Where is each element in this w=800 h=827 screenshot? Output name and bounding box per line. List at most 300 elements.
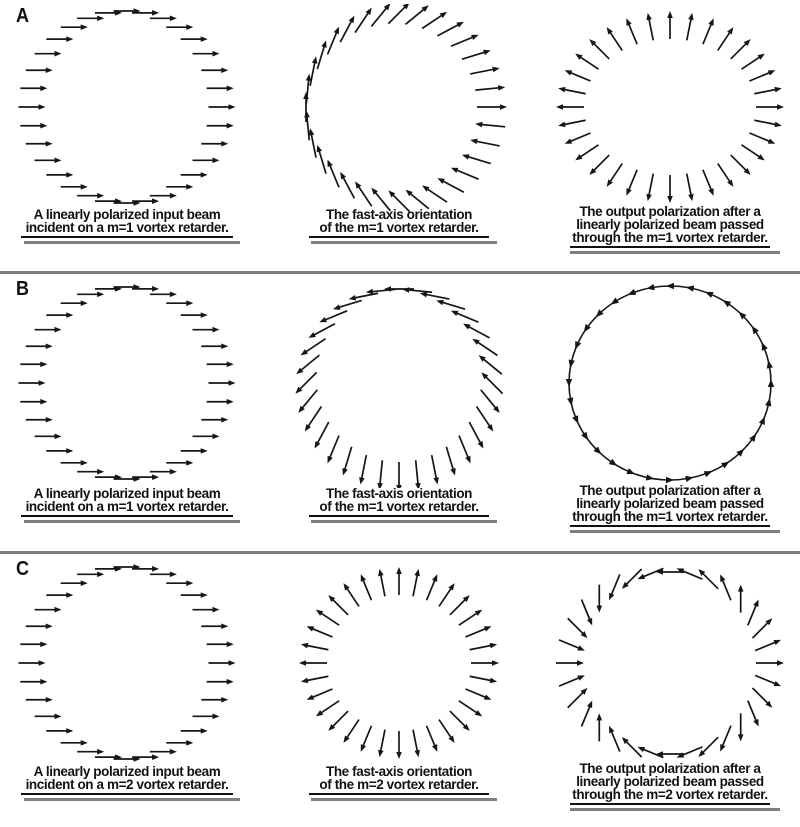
- arrow-shaft: [485, 376, 503, 394]
- arrow-head: [414, 569, 419, 576]
- arrow-shaft: [308, 407, 322, 428]
- arrow-head: [688, 194, 693, 201]
- arrow-head: [378, 750, 383, 757]
- arrow-shaft: [413, 574, 417, 597]
- arrow-head: [152, 754, 159, 760]
- arrow-head: [646, 284, 654, 290]
- arrow-head: [212, 434, 219, 440]
- arrow-head: [66, 728, 73, 734]
- arrow-shaft: [467, 156, 491, 163]
- arrow-shaft: [752, 688, 768, 704]
- arrow-head: [316, 610, 323, 616]
- arrow-shaft: [437, 24, 459, 36]
- arrow-head: [186, 740, 193, 746]
- arrow-shaft: [432, 455, 437, 480]
- arrow-head: [567, 397, 573, 405]
- arrow-shaft: [462, 52, 486, 59]
- arrow-head: [609, 726, 614, 734]
- arrow-head: [327, 160, 332, 168]
- row-separator: [0, 551, 800, 554]
- arrow-shaft: [702, 573, 718, 589]
- arrow-head: [611, 297, 619, 304]
- arrow-head: [343, 735, 349, 742]
- arrow-head: [396, 567, 402, 574]
- arrow-shaft: [569, 72, 590, 81]
- arrow-head: [186, 580, 193, 586]
- arrow-head: [301, 349, 308, 355]
- arrow-head: [396, 752, 402, 759]
- arrow-shaft: [327, 31, 337, 54]
- arrow-shaft: [569, 133, 590, 142]
- arrow-shaft: [579, 145, 598, 158]
- arrow-head: [575, 54, 582, 60]
- arrow-head: [738, 585, 744, 592]
- arrow-head: [97, 193, 104, 199]
- arrow-head: [448, 735, 454, 742]
- arrow-head: [558, 87, 565, 92]
- arrow-head: [677, 568, 685, 573]
- arrow-head: [39, 660, 46, 666]
- arrow-shaft: [581, 705, 590, 726]
- arrow-head: [46, 141, 53, 147]
- arrow-head: [646, 194, 651, 201]
- arrow-shaft: [748, 701, 757, 722]
- caption-c1: [2, 765, 252, 801]
- arrow-head: [55, 607, 62, 613]
- diagram-input-beam-m1: [2, 4, 252, 212]
- caption-underline: [570, 525, 770, 527]
- arrow-shaft: [363, 579, 372, 600]
- arrow-head: [46, 343, 53, 349]
- arrow-head: [81, 24, 88, 30]
- arrow-head: [212, 607, 219, 613]
- arrow-shaft: [477, 407, 491, 428]
- arrow-shaft: [300, 355, 319, 371]
- caption-shadow-rule: [24, 520, 240, 523]
- arrow-head: [317, 145, 322, 153]
- arrow-head: [221, 417, 228, 423]
- arrow-head: [40, 641, 47, 647]
- arrow-head: [666, 283, 674, 289]
- caption-shadow-rule: [570, 530, 780, 533]
- arrow-head: [609, 593, 614, 601]
- arrow-head: [677, 752, 685, 757]
- arrow-shaft: [307, 115, 309, 140]
- arrow-shaft: [609, 31, 622, 50]
- arrow-head: [420, 292, 427, 297]
- arrow-head: [753, 719, 758, 727]
- arrow-shaft: [380, 574, 384, 597]
- arrow-head: [46, 623, 53, 629]
- arrow-head: [301, 678, 308, 683]
- caption-underline: [21, 793, 233, 795]
- arrow-head: [470, 139, 477, 144]
- arrow-head: [97, 469, 104, 475]
- arrow-shaft: [332, 599, 348, 615]
- arrow-shaft: [593, 43, 609, 59]
- arrow-shaft: [338, 300, 362, 307]
- arrow-shaft: [459, 701, 478, 714]
- arrow-head: [81, 184, 88, 190]
- arrow-head: [342, 468, 347, 476]
- arrow-shaft: [722, 726, 731, 747]
- arrow-head: [229, 660, 236, 666]
- arrow-shaft: [355, 12, 369, 33]
- arrow-head: [753, 600, 758, 608]
- arrow-head: [437, 178, 444, 184]
- arrow-shaft: [755, 675, 776, 684]
- diagram-output-radial-m1: [545, 4, 795, 212]
- arrow-head: [81, 300, 88, 306]
- arrow-head: [327, 456, 332, 464]
- arrow-head: [475, 710, 482, 716]
- arrow-shaft: [568, 618, 584, 634]
- arrow-shaft: [416, 460, 418, 485]
- arrow-head: [152, 286, 159, 292]
- arrow-head: [309, 128, 314, 135]
- arrow-head: [186, 24, 193, 30]
- arrow-head: [66, 312, 73, 318]
- caption-line: of the m=1 vortex retarder.: [319, 499, 479, 514]
- arrow-head: [490, 678, 497, 683]
- arrow-head: [402, 287, 409, 293]
- arrow-shaft: [742, 56, 761, 69]
- arrow-shaft: [450, 711, 466, 727]
- arrow-head: [221, 697, 228, 703]
- arrow-shaft: [703, 23, 712, 44]
- arrow-shaft: [731, 155, 747, 171]
- arrow-head: [378, 569, 383, 576]
- arrow-shaft: [306, 676, 329, 680]
- arrow-shaft: [563, 120, 586, 124]
- arrow-head: [186, 460, 193, 466]
- arrow-head: [556, 104, 563, 110]
- arrow-head: [475, 122, 482, 128]
- diagram-input-beam-m1-b: [2, 280, 252, 488]
- arrow-shaft: [628, 23, 637, 44]
- caption-line: linearly polarized beam passed: [576, 217, 764, 232]
- arrow-head: [361, 574, 366, 582]
- arrow-head: [572, 415, 578, 424]
- arrow-head: [97, 572, 104, 578]
- arrow-head: [229, 104, 236, 110]
- arrow-shaft: [317, 422, 329, 444]
- arrow-head: [66, 448, 73, 454]
- arrow-head: [727, 179, 733, 186]
- diagram-fast-axis-m2: [274, 560, 524, 768]
- caption-line: A linearly polarized input beam: [33, 207, 221, 222]
- arrow-head: [152, 566, 159, 572]
- arrow-head: [221, 343, 228, 349]
- arrow-shaft: [466, 628, 487, 637]
- arrow-shaft: [466, 689, 487, 698]
- arrow-head: [39, 380, 46, 386]
- arrow-shaft: [703, 170, 712, 191]
- caption-a3: [545, 205, 795, 254]
- arrow-shaft: [320, 701, 339, 714]
- arrow-shaft: [611, 730, 620, 751]
- arrow-head: [773, 681, 781, 686]
- arrow-head: [227, 679, 234, 685]
- arrow-shaft: [475, 88, 500, 90]
- arrow-shaft: [731, 43, 747, 59]
- diagram-input-beam-m2: [2, 560, 252, 768]
- arrow-head: [307, 694, 315, 699]
- arrow-head: [626, 468, 635, 474]
- arrow-shaft: [299, 372, 317, 390]
- arrow-shaft: [451, 37, 474, 47]
- caption-line: through the m=2 vortex retarder.: [572, 787, 768, 802]
- arrow-head: [40, 361, 47, 367]
- arrow-head: [686, 286, 694, 292]
- arrow-head: [577, 645, 585, 650]
- arrow-head: [201, 172, 208, 178]
- arrow-head: [227, 399, 234, 405]
- arrow-head: [727, 27, 733, 34]
- arrow-shaft: [470, 645, 493, 649]
- caption-line: of the m=2 vortex retarder.: [319, 777, 479, 792]
- arrow-head: [55, 714, 62, 720]
- arrow-head: [170, 193, 177, 199]
- arrow-shaft: [422, 15, 443, 29]
- arrow-head: [333, 304, 341, 309]
- arrow-head: [762, 342, 768, 351]
- caption-shadow-rule: [24, 798, 240, 801]
- arrow-shaft: [346, 720, 359, 739]
- caption-a2: [274, 208, 524, 244]
- arrow-shaft: [361, 455, 366, 480]
- arrow-head: [40, 123, 47, 129]
- diagram-fast-axis-m1-rotated: [274, 280, 524, 488]
- arrow-head: [40, 399, 47, 405]
- arrow-head: [221, 141, 228, 147]
- arrow-head: [484, 626, 492, 631]
- arrow-shaft: [755, 642, 776, 651]
- caption-shadow-rule: [311, 241, 497, 244]
- caption-b1: [2, 487, 252, 523]
- arrow-head: [433, 477, 438, 484]
- arrow-head: [667, 196, 673, 203]
- arrow-head: [490, 643, 497, 648]
- arrow-head: [227, 361, 234, 367]
- arrow-shaft: [702, 737, 718, 753]
- arrow-head: [66, 36, 73, 42]
- arrow-head: [768, 70, 776, 75]
- arrow-head: [432, 744, 437, 752]
- arrow-shaft: [346, 587, 359, 606]
- row-label-a: A: [16, 5, 30, 27]
- arrow-head: [307, 626, 315, 631]
- arrow-shaft: [406, 8, 425, 24]
- arrow-head: [440, 12, 447, 18]
- arrow-shaft: [718, 164, 731, 183]
- arrow-shaft: [559, 677, 580, 686]
- caption-shadow-rule: [311, 520, 497, 523]
- arrow-shaft: [425, 294, 450, 299]
- arrow-head: [334, 27, 339, 35]
- arrow-shaft: [363, 726, 372, 747]
- arrow-shaft: [459, 436, 469, 459]
- arrow-head: [708, 18, 713, 26]
- arrow-head: [777, 104, 784, 110]
- arrow-head: [475, 610, 482, 616]
- caption-underline: [309, 793, 489, 795]
- arrow-shaft: [687, 18, 691, 41]
- arrow-head: [66, 172, 73, 178]
- arrow-head: [451, 311, 459, 316]
- arrow-head: [201, 312, 208, 318]
- arrow-head: [575, 341, 581, 350]
- arrow-shaft: [470, 69, 495, 74]
- arrow-shaft: [442, 180, 464, 192]
- arrow-shaft: [681, 570, 702, 579]
- arrow-head: [55, 158, 62, 164]
- caption-line: The output polarization after a: [579, 761, 761, 776]
- arrow-head: [301, 643, 308, 648]
- arrow-head: [186, 184, 193, 190]
- arrow-shaft: [301, 390, 317, 409]
- caption-b2: [274, 487, 524, 523]
- caption-line: through the m=1 vortex retarder.: [572, 230, 768, 245]
- arrow-head: [229, 380, 236, 386]
- arrow-shaft: [628, 170, 637, 191]
- arrow-shaft: [311, 133, 316, 158]
- arrow-head: [465, 456, 470, 464]
- arrow-head: [566, 379, 572, 387]
- arrow-head: [46, 417, 53, 423]
- arrow-head: [773, 640, 781, 645]
- caption-c3: [545, 762, 795, 811]
- arrow-head: [422, 186, 429, 192]
- row-label-c: C: [16, 558, 30, 580]
- caption-underline: [570, 803, 770, 805]
- arrow-head: [749, 434, 756, 442]
- arrow-shaft: [305, 339, 326, 353]
- arrow-head: [212, 158, 219, 164]
- arrow-shaft: [475, 141, 500, 146]
- arrow-head: [366, 8, 372, 15]
- row-label-b: B: [16, 278, 30, 300]
- arrow-shaft: [343, 176, 355, 198]
- arrow-head: [305, 424, 311, 431]
- arrow-shaft: [477, 341, 498, 355]
- arrow-shaft: [306, 645, 329, 649]
- arrow-head: [752, 326, 759, 334]
- arrow-head: [638, 574, 646, 579]
- arrow-head: [170, 749, 177, 755]
- arrow-head: [355, 181, 361, 188]
- caption-underline: [21, 236, 233, 238]
- arrow-head: [472, 339, 479, 345]
- arrow-shaft: [313, 324, 335, 336]
- caption-underline: [309, 236, 489, 238]
- arrow-shaft: [371, 289, 396, 291]
- arrow-shaft: [426, 188, 447, 202]
- diagram-output-double-angle-m2: [545, 560, 795, 768]
- arrow-head: [708, 188, 713, 196]
- arrow-shaft: [319, 150, 326, 174]
- arrow-head: [463, 324, 470, 330]
- arrow-head: [170, 572, 177, 578]
- arrow-head: [500, 104, 507, 110]
- arrow-shaft: [380, 460, 382, 485]
- arrow-shaft: [480, 124, 505, 126]
- arrow-head: [55, 327, 62, 333]
- arrow-head: [757, 54, 764, 60]
- arrow-head: [152, 198, 159, 204]
- arrow-head: [688, 13, 693, 20]
- arrow-shaft: [609, 164, 622, 183]
- arrow-shaft: [469, 422, 481, 444]
- arrow-head: [316, 710, 323, 716]
- arrow-head: [565, 70, 573, 75]
- arrow-head: [721, 461, 729, 468]
- arrow-shaft: [311, 689, 332, 698]
- arrow-head: [201, 448, 208, 454]
- arrow-shaft: [749, 133, 770, 142]
- arrow-shaft: [388, 6, 406, 24]
- arrow-head: [667, 11, 673, 18]
- arrow-head: [212, 714, 219, 720]
- arrow-head: [321, 40, 326, 48]
- arrow-head: [587, 701, 592, 709]
- arrow-shaft: [581, 600, 590, 621]
- arrow-head: [738, 734, 744, 741]
- arrow-shaft: [340, 20, 352, 42]
- arrow-shaft: [358, 186, 372, 207]
- arrow-shaft: [441, 302, 465, 309]
- caption-line: The fast-axis orientation: [325, 764, 473, 779]
- arrow-head: [484, 694, 492, 699]
- arrow-head: [343, 583, 349, 590]
- arrow-head: [81, 740, 88, 746]
- arrow-head: [432, 574, 437, 582]
- arrow-shaft: [456, 170, 479, 180]
- arrow-head: [212, 51, 219, 57]
- arrow-head: [312, 56, 317, 63]
- caption-underline: [309, 515, 489, 517]
- caption-a1: [2, 208, 252, 244]
- arrow-head: [565, 138, 573, 143]
- arrow-head: [66, 592, 73, 598]
- arrow-shaft: [407, 290, 432, 292]
- arrow-head: [607, 179, 613, 186]
- row-separator: [0, 271, 800, 274]
- arrow-head: [577, 660, 584, 666]
- caption-line: incident on a m=2 vortex retarder.: [25, 777, 229, 792]
- arrow-head: [81, 580, 88, 586]
- arrow-shaft: [427, 579, 436, 600]
- arrow-head: [221, 67, 228, 73]
- arrow-shaft: [446, 447, 453, 471]
- arrow-head: [450, 468, 455, 476]
- arrow-head: [628, 289, 637, 295]
- arrow-head: [646, 13, 651, 20]
- arrow-head: [774, 122, 781, 127]
- arrow-shaft: [320, 612, 339, 625]
- arrow-head: [304, 110, 310, 117]
- arrow-shaft: [749, 72, 770, 81]
- arrow-head: [492, 67, 499, 72]
- arrow-head: [596, 713, 602, 720]
- arrow-shaft: [354, 293, 379, 298]
- arrow-shaft: [748, 604, 757, 625]
- arrow-head: [626, 18, 631, 26]
- arrow-shaft: [563, 89, 586, 93]
- arrow-head: [170, 16, 177, 22]
- caption-line: linearly polarized beam passed: [576, 496, 764, 511]
- arrow-shaft: [481, 390, 497, 409]
